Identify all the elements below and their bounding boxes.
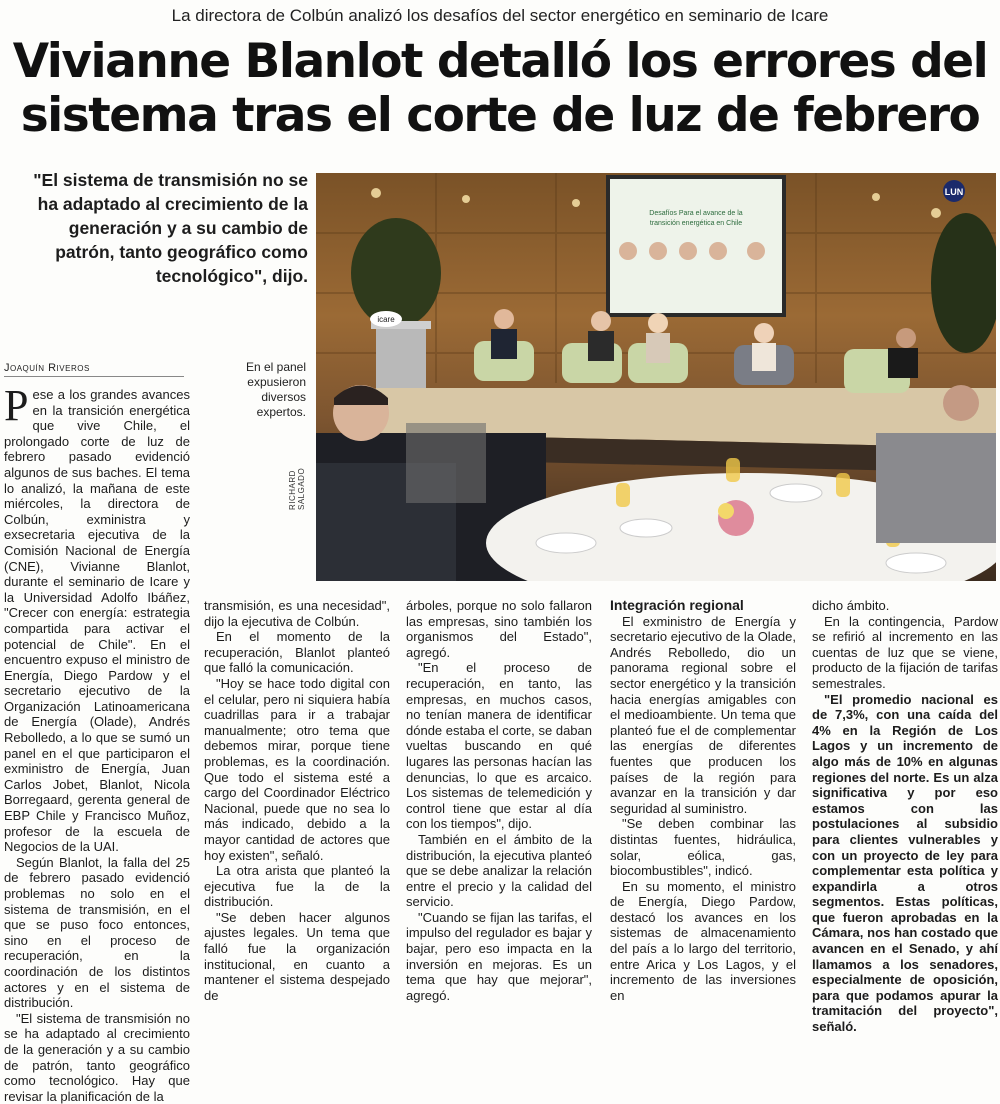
paragraph: El exministro de Energía y secretario ejecutivo de la Olade, Andrés Rebolledo, dio un panorama regional sobre el sector energético y la transición hacia energías amigables con el medioambiente. Un tema que planteó fue el de complementar las energías de diferentes fuentes que producen los países de la región para avanzar en la transición y dar seguridad al suministro. — [610, 613, 796, 816]
svg-text:transición energética en Chile: transición energética en Chile — [649, 220, 743, 227]
article-column-5 — [812, 598, 998, 1035]
paragraph: dicho ámbito. — [812, 598, 890, 613]
byline: Joaquín Riveros — [4, 362, 90, 374]
panel-scene-illustration — [316, 173, 996, 581]
paragraph: "Hoy se hace todo digital con el celular, pero ni siquiera había cuadrillas para ir a trabajar manualmente; otro tema que debemos mirar, porque tiene problemas, es la coordinación. Que todo el sistema esté a cargo del Coordinador Eléctrico Nacional, puede que no sea lo más indicado, debido a la mayor cantidad de actores que hoy existen", señaló. — [204, 675, 390, 863]
byline-rule — [4, 376, 184, 377]
article-column-3 — [406, 598, 592, 1003]
paragraph: árboles, porque no solo fallaron las empresas, sino también los organismos del Estado", agregó. — [406, 598, 592, 660]
headline-line-1: Vivianne Blanlot detalló los errores del — [12, 34, 988, 89]
drop-cap: P — [4, 381, 29, 430]
article-column-4 — [610, 598, 796, 1003]
photo-credit: RICHARD SALGADO — [288, 467, 306, 510]
subhead: Integración regional — [610, 597, 744, 613]
paragraph: En su momento, el ministro de Energía, Diego Pardow, destacó los avances en los sistemas de almacenamiento del país a lo largo del territorio, entre Arica y Los Lagos, y el incremento de las inversiones en — [610, 878, 796, 1003]
paragraph: transmisión, es una necesidad", dijo la ejecutiva de Colbún. — [204, 598, 390, 629]
paragraph: La otra arista que planteó la ejecutiva fue la de la distribución. — [204, 863, 390, 910]
paragraph: "Se deben hacer algunos ajustes legales. Un tema que falló fue la organización institucional, en cuanto a mantener el sistema despejado de — [204, 909, 390, 1003]
svg-text:icare: icare — [377, 315, 395, 324]
paragraph: "El promedio nacional es de 7,3%, con una caída del 4% en la Región de Los Lagos y un incremento de algo más de 10% en algunas regiones del norte. Es un alza significativa y por eso estamos con las postulaciones al subsidio para clientes vulnerables y con un proyecto de ley para complementar esta política y expandirla a otros segmentos. Estas políticas, que fueron aprobadas en la Cámara, nos han costado que avancen en el Senado, y ahí llamamos a los senadores, especialmente de oposición, para que podamos apurar la tramitación del proyecto", señaló. — [812, 691, 998, 1035]
kicker: La directora de Colbún analizó los desafíos del sector energético en seminario de Icare — [171, 6, 829, 25]
paragraph: "Cuando se fijan las tarifas, el impulso del regulador es bajar y bajar, pero eso impacta en la inversión en mejoras. Es un tema que hay que mejorar", agregó. — [406, 909, 592, 1003]
article-photo — [316, 173, 996, 581]
paragraph: En la contingencia, Pardow se refirió al incremento en las cuentas de luz que se viene, producto de la fijación de tarifas semestrales. — [812, 613, 998, 691]
paragraph: También en el ámbito de la distribución, la ejecutiva planteó que se debe analizar la relación entre el precio y la calidad del servicio. — [406, 831, 592, 910]
pull-quote: "El sistema de transmisión no se ha adaptado al crecimiento de la generación y a su cambio de patrón, tanto geográfico como tecnológico", dijo. — [33, 170, 308, 286]
headline-line-2: sistema tras el corte de luz de febrero — [20, 88, 980, 143]
paragraph: "El sistema de transmisión no se ha adaptado al crecimiento de la generación y a su cambio de patrón, tanto geográfico como tecnológico. Hay que revisar la planificación de la — [4, 1010, 190, 1104]
paragraph: Según Blanlot, la falla del 25 de febrero pasado evidenció problemas no solo en el sistema de transmisión, en el que se puso foco entonces, sino en el proceso de recuperación, en la coordinación de los distintos actores y en el sistema de distribución. — [4, 854, 190, 1011]
photo-caption: En el panel expusieron diversos expertos. — [245, 360, 306, 419]
paragraph: "En el proceso de recuperación, en tanto, las empresas, en muchos casos, no tenían manera de identificar dónde estaba el corte, se daban vueltas buscando en qué lugares las personas hacían las denuncias, lo que es arcaico. Los sistemas de telemedición y control tiene que estar al día con los tiempos", dijo. — [406, 660, 592, 832]
screen-title: Desafíos Para el avance de la — [649, 210, 743, 217]
paragraph: "Se deben combinar las distintas fuentes, hidráulica, solar, eólica, gas, biocombustibles", indicó. — [610, 816, 796, 879]
paragraph: En el momento de la recuperación, Blanlot planteó que falló la comunicación. — [204, 629, 390, 676]
paragraph: Pese a los grandes avances en la transición energética que vive Chile, el prolongado corte de luz de febrero pasado evidenció algunos de sus baches. El tema lo analizó, la mañana de este miércoles, la directora de Colbún, exministra y exsecretaria ejecutiva de la Comisión Nacional de Energía (CNE), Vivianne Blanlot, durante el seminario de Icare y la Universidad Adolfo Ibáñez, "Crecer con energía: estrategia compartida para activar el potencial de Chile". En el encuentro expuso el ministro de Energía, Diego Pardow y el secretario ejecutivo de la Organización Latinoamericana de Energía (Olade), Andrés Rebolledo, a lo que se sumó un panel en el que participaron el exministro de Energía, Juan Carlos Jobet, Blanlot, Nicola Borregaard, gerenta general de EBP Chile y Francisco Muñoz, profesor de la escuela de Negocios de la UAI. — [4, 381, 190, 855]
lun-badge: LUN — [944, 187, 964, 197]
article-column-1 — [4, 381, 190, 1104]
article-column-2 — [204, 598, 390, 1003]
